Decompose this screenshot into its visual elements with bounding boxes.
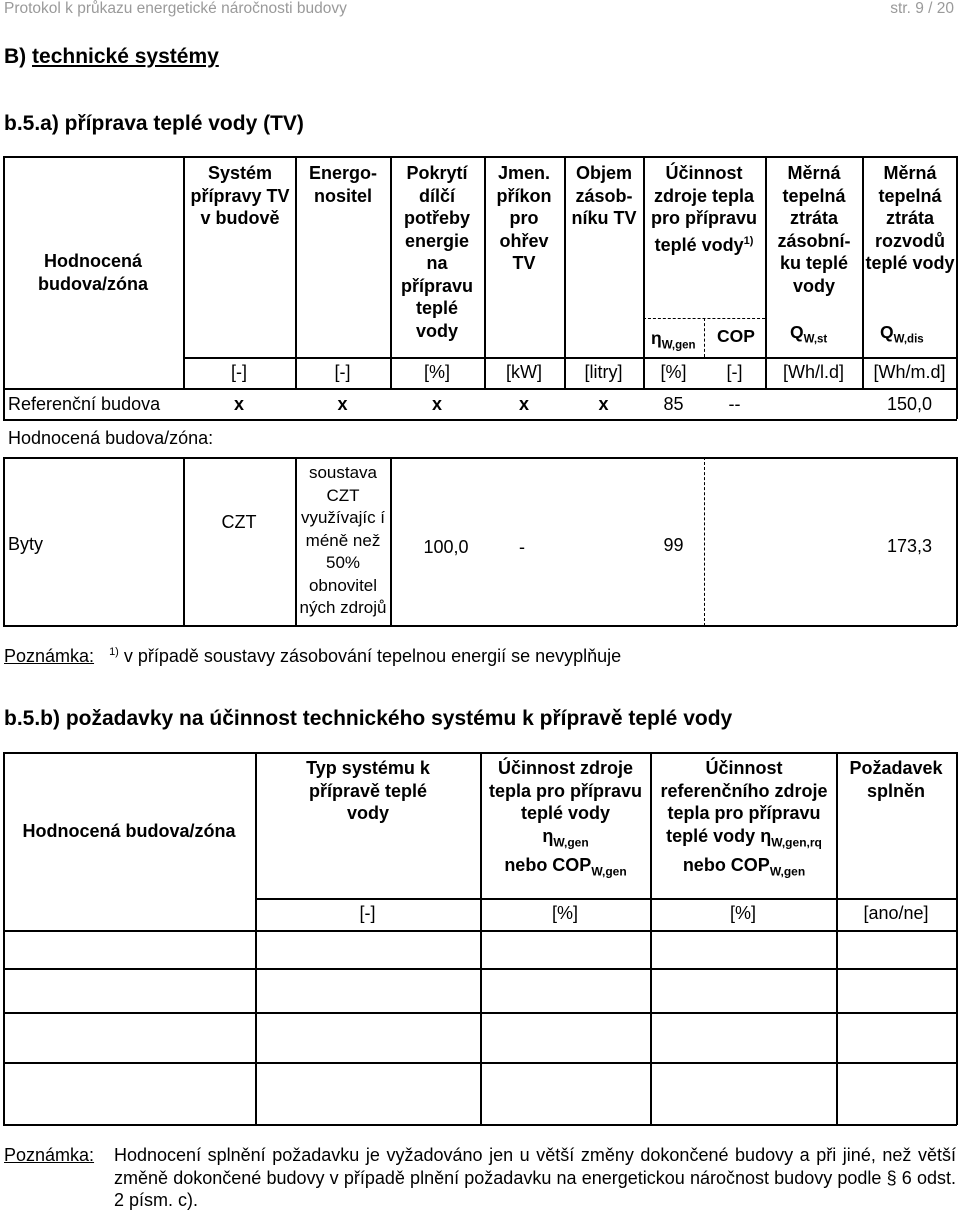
b-unit-type: [-] <box>359 903 376 923</box>
ref-value-system: x <box>233 394 244 414</box>
row-header: Hodnocená budova/zóna <box>37 251 148 294</box>
ref-value-distribution-loss: 150,0 <box>886 394 933 414</box>
ref-value-volume: x <box>598 394 609 414</box>
part-b-heading: b.5.b) požadavky na účinnost technického systému k přípravě teplé vody <box>4 707 733 730</box>
evaluated-label: Hodnocená budova/zóna: <box>8 428 214 448</box>
symbol-eta-wgen: $\eta_{W,gen}$ <box>651 328 696 352</box>
b-col-header-reference-efficiency <box>660 757 828 883</box>
b-col-header-efficiency-label: Účinnost zdroje tepla pro přípravu teplé vody <box>488 758 643 823</box>
b-col-header-reference-efficiency-label: Účinnost referenčního zdroje tepla pro přípravu teplé vody <box>660 758 828 846</box>
zone-efficiency: 99 <box>663 535 684 555</box>
b-ref-or-cop-wgen: nebo $COP_{W,gen}$ <box>682 854 806 879</box>
ref-value-cop: -- <box>728 394 741 414</box>
b-unit-reference-efficiency: [%] <box>729 903 756 923</box>
unit-coverage: [%] <box>423 362 450 382</box>
b-unit-requirement-met: [ano/ne] <box>863 903 929 923</box>
note-b-label: Poznámka: <box>4 1145 95 1165</box>
col-header-coverage: Pokrytí dílčí potřeby energie na přípravu teplé vody <box>400 163 474 341</box>
zone-carrier: soustava CZT využívajíc í méně než 50% obnovitel ných zdrojů <box>299 463 387 617</box>
ref-value-coverage: x <box>431 394 442 414</box>
document-title: Protokol k průkazu energetické náročnosti budovy <box>4 0 347 17</box>
section-letter: B) <box>4 45 27 68</box>
zone-power: - <box>519 537 525 557</box>
col-header-distribution-loss: Měrná tepelná ztráta rozvodů teplé vody <box>865 163 955 273</box>
b-col-header-type: Typ systému k přípravě teplé vody <box>306 758 430 823</box>
col-header-volume: Objem zásob-níku TV <box>571 163 637 228</box>
col-header-system: Systém přípravy TV v budově <box>190 163 290 228</box>
page-number: str. 9 / 20 <box>890 0 954 17</box>
ref-value-carrier: x <box>337 394 348 414</box>
section-title: technické systémy <box>32 45 219 68</box>
ref-value-power: x <box>518 394 529 414</box>
note-a <box>4 646 621 667</box>
col-header-storage-loss: Měrná tepelná ztráta zásobní-ku teplé vody <box>777 163 851 296</box>
b-col-header-requirement-met: Požadavek splněn <box>849 758 943 801</box>
col-header-carrier: Energo-nositel <box>308 163 377 206</box>
unit-distribution-loss: [Wh/m.d] <box>873 362 946 382</box>
unit-cop: [-] <box>726 362 743 382</box>
note-b <box>4 1144 956 1212</box>
unit-efficiency: [%] <box>660 362 687 382</box>
unit-power: [kW] <box>506 362 542 382</box>
note-a-text: v případě soustavy zásobování tepelnou energií se nevyplňuje <box>123 646 622 666</box>
section-heading <box>4 45 219 69</box>
zone-system: CZT <box>221 512 257 532</box>
b-row-header: Hodnocená budova/zóna <box>22 821 236 841</box>
zone-distribution-loss: 173,3 <box>886 536 933 556</box>
unit-storage-loss: [Wh/l.d] <box>782 362 844 382</box>
note-a-mark: 1) <box>109 646 119 658</box>
unit-volume: [litry] <box>584 362 623 382</box>
col-header-cop: COP <box>717 326 755 346</box>
reference-row-label: Referenční budova <box>8 394 161 414</box>
unit-system: [-] <box>231 362 247 382</box>
zone-name: Byty <box>8 534 44 554</box>
b-unit-efficiency: [%] <box>551 903 578 923</box>
b-symbol-eta-wgen: $\eta_{W,gen}$ <box>542 825 589 850</box>
footnote-mark: 1) <box>743 234 754 247</box>
col-header-efficiency-label: Účinnost zdroje tepla pro přípravu teplé vody <box>650 163 757 255</box>
b-symbol-eta-wgen-rq: $\eta_{W,gen,rq}$ <box>760 825 822 850</box>
b-or-cop-wgen: nebo $COP_{W,gen}$ <box>504 854 627 879</box>
b-col-header-efficiency <box>488 757 643 883</box>
unit-carrier: [-] <box>334 362 351 382</box>
symbol-q-wdis: $Q_{W,dis}$ <box>880 322 924 346</box>
col-header-efficiency <box>650 162 758 256</box>
col-header-power: Jmen. příkon pro ohřev TV <box>496 163 552 273</box>
ref-value-efficiency: 85 <box>663 394 684 414</box>
note-b-text: Hodnocení splnění požadavku je vyžadováno jen u větší změny dokončené budovy a při jiné, než větší změně dokončené budovy v případě plnění požadavku na energetickou náročnost budovy podle § 6 odst. 2 písm. c). <box>114 1145 956 1210</box>
symbol-q-wst: $Q_{W,st}$ <box>790 322 828 346</box>
zone-coverage: 100,0 <box>423 537 469 557</box>
part-a-heading: b.5.a) příprava teplé vody (TV) <box>4 112 304 135</box>
note-a-label: Poznámka: <box>4 646 95 666</box>
